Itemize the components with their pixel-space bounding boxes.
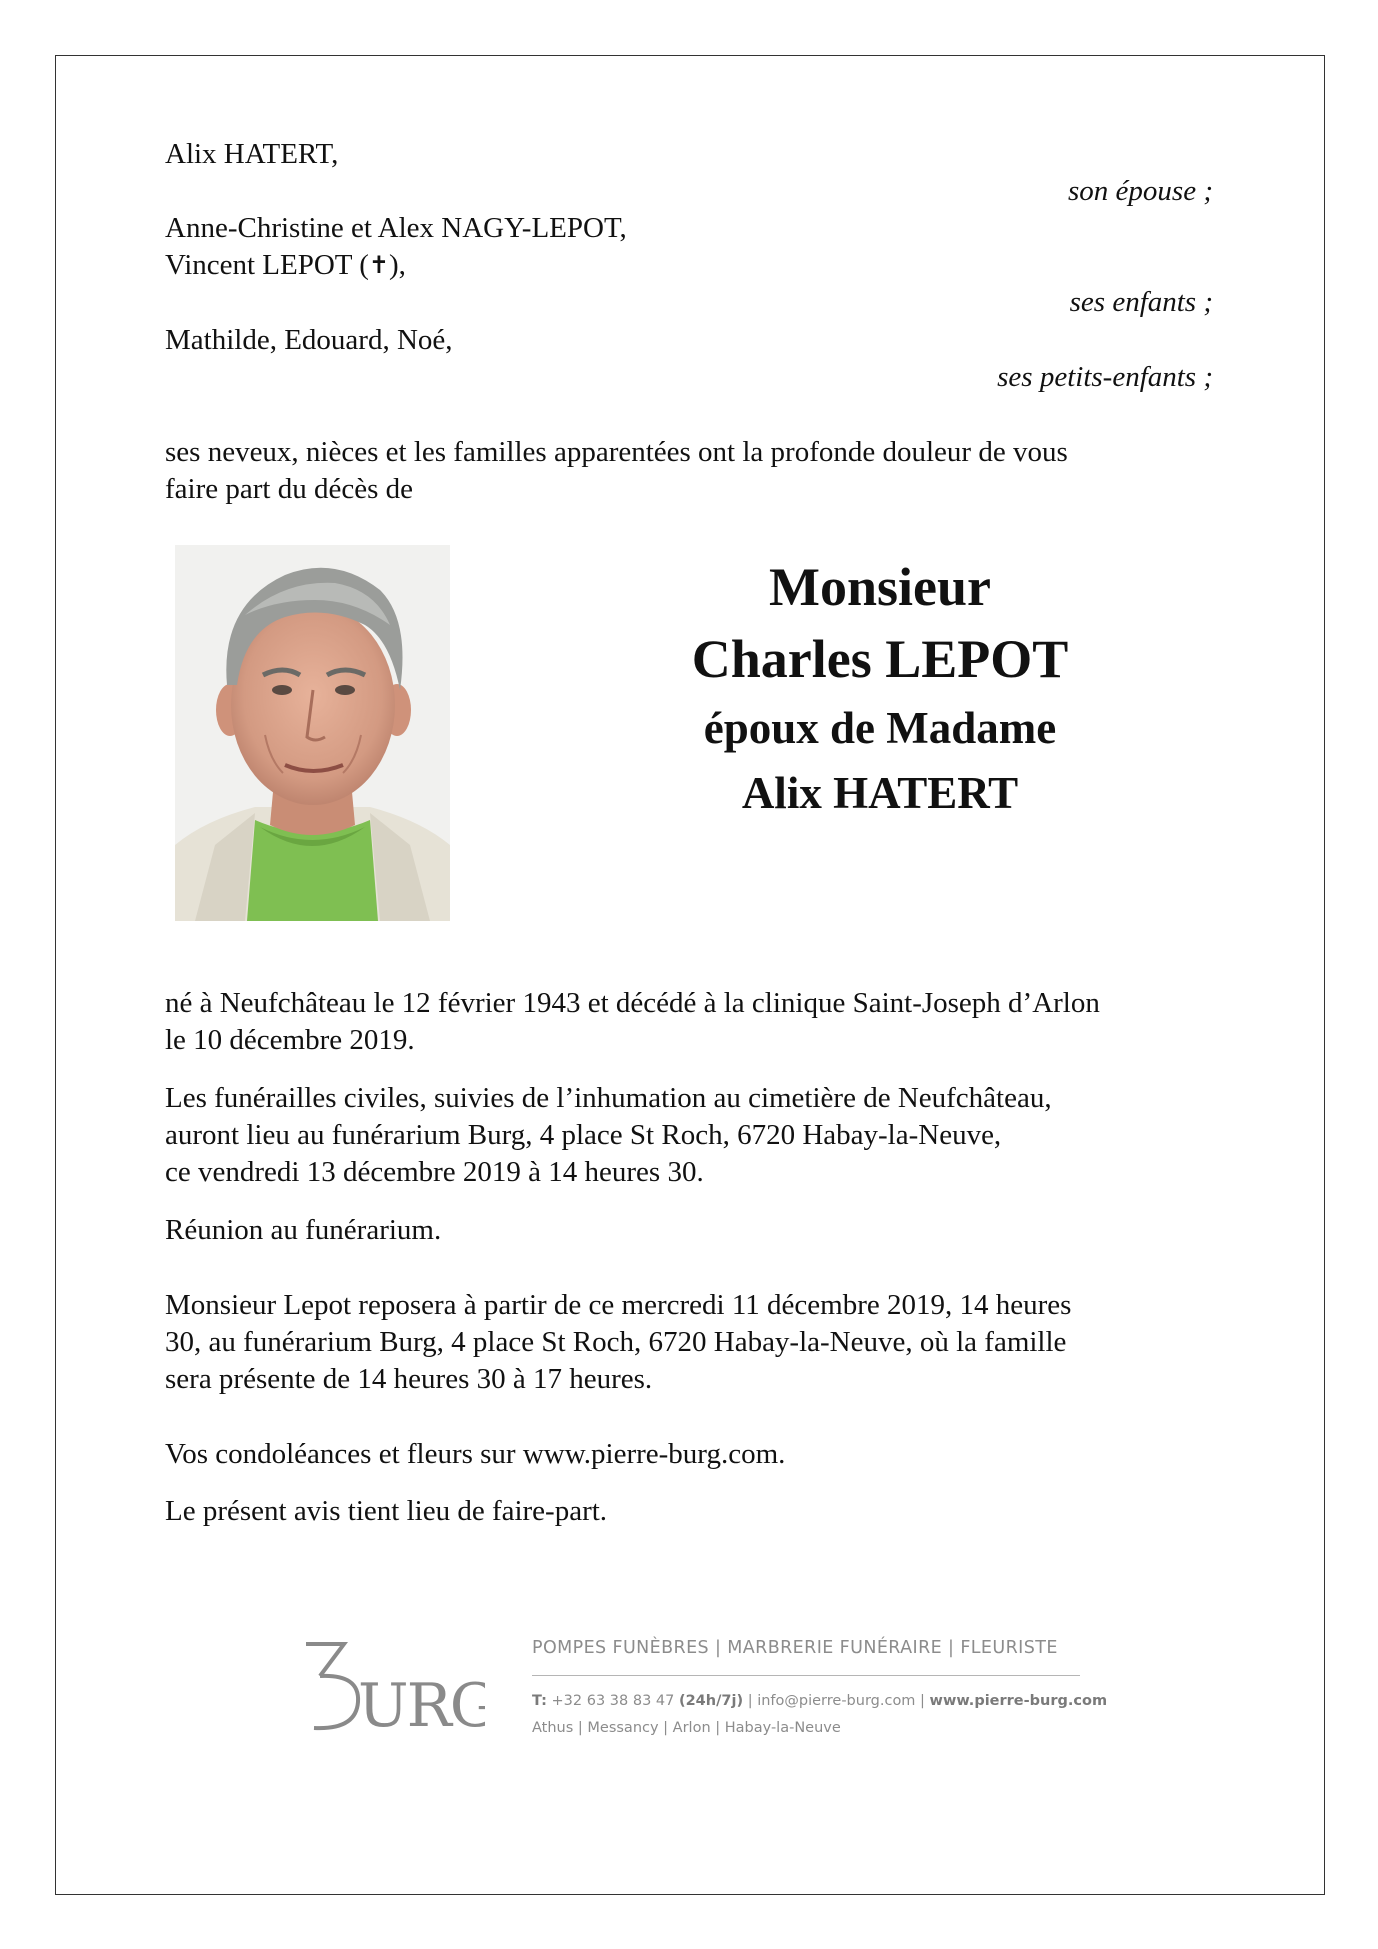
spouse-role: son épouse ; [1068,175,1213,207]
phone-prefix: T: [532,1693,547,1709]
grandchildren-role: ses petits-enfants ; [997,361,1213,393]
visit-line-1: Monsieur Lepot reposera à partir de ce mercredi 11 décembre 2019, 14 heures [165,1289,1072,1321]
phone-number[interactable]: +32 63 38 83 47 [551,1693,675,1709]
spouse-name: Alix HATERT, [165,138,339,170]
announcement-line-1: ses neveux, nièces et les familles apparentées ont la profonde douleur de vous [165,436,1068,468]
separator: | [920,1693,925,1709]
funeral-line-1: Les funérailles civiles, suivies de l’inhumation au cimetière de Neufchâteau, [165,1082,1052,1114]
funeral-line-3: ce vendredi 13 décembre 2019 à 14 heures 30. [165,1156,704,1188]
website-link[interactable]: www.pierre-burg.com [929,1693,1108,1709]
child-2-end: ), [389,249,406,281]
reunion-text: Réunion au funérarium. [165,1214,442,1246]
deceased-title: Monsieur [769,557,991,617]
visit-line-2: 30, au funérarium Burg, 4 place St Roch, 6720 Habay-la-Neuve, où la famille [165,1326,1067,1358]
birth-death-line-2: le 10 décembre 2019. [165,1024,415,1056]
children-role: ses enfants ; [1069,286,1213,318]
grandchildren-names: Mathilde, Edouard, Noé, [165,324,453,356]
spouse-of-name: Alix HATERT [741,768,1019,818]
deceased-name: Charles LEPOT [691,629,1069,689]
announcement-line-2: faire part du décès de [165,473,413,505]
email-link[interactable]: info@pierre-burg.com [757,1693,916,1709]
phone-hours: (24h/7j) [678,1693,744,1709]
spouse-of-line: époux de Madame [703,703,1057,753]
visit-line-3: sera présente de 14 heures 30 à 17 heures. [165,1363,653,1395]
notice-text: Le présent avis tient lieu de faire-part. [165,1495,608,1527]
towns-line: Athus | Messancy | Arlon | Habay-la-Neuve [532,1720,841,1736]
funeral-line-2: auront lieu au funérarium Burg, 4 place St Roch, 6720 Habay-la-Neuve, [165,1119,1002,1151]
birth-death-line-1: né à Neufchâteau le 12 février 1943 et décédé à la clinique Saint-Joseph d’Arlon [165,987,1100,1019]
child-2 [165,247,406,285]
child-2-name: Vincent LEPOT ( [165,249,369,281]
portrait-photo [175,545,450,921]
child-1: Anne-Christine et Alex NAGY-LEPOT, [165,212,627,244]
cross-icon: ✝ [368,253,390,279]
separator: | [747,1693,753,1709]
burg-logo [300,1638,485,1733]
footer-divider [532,1675,1080,1676]
contact-line [532,1693,1107,1709]
services-line: POMPES FUNÈBRES | MARBRERIE FUNÉRAIRE | FLEURISTE [532,1638,1058,1658]
svg-text:URG: URG [358,1671,485,1733]
condolences-text: Vos condoléances et fleurs sur www.pierre-burg.com. [165,1438,786,1470]
